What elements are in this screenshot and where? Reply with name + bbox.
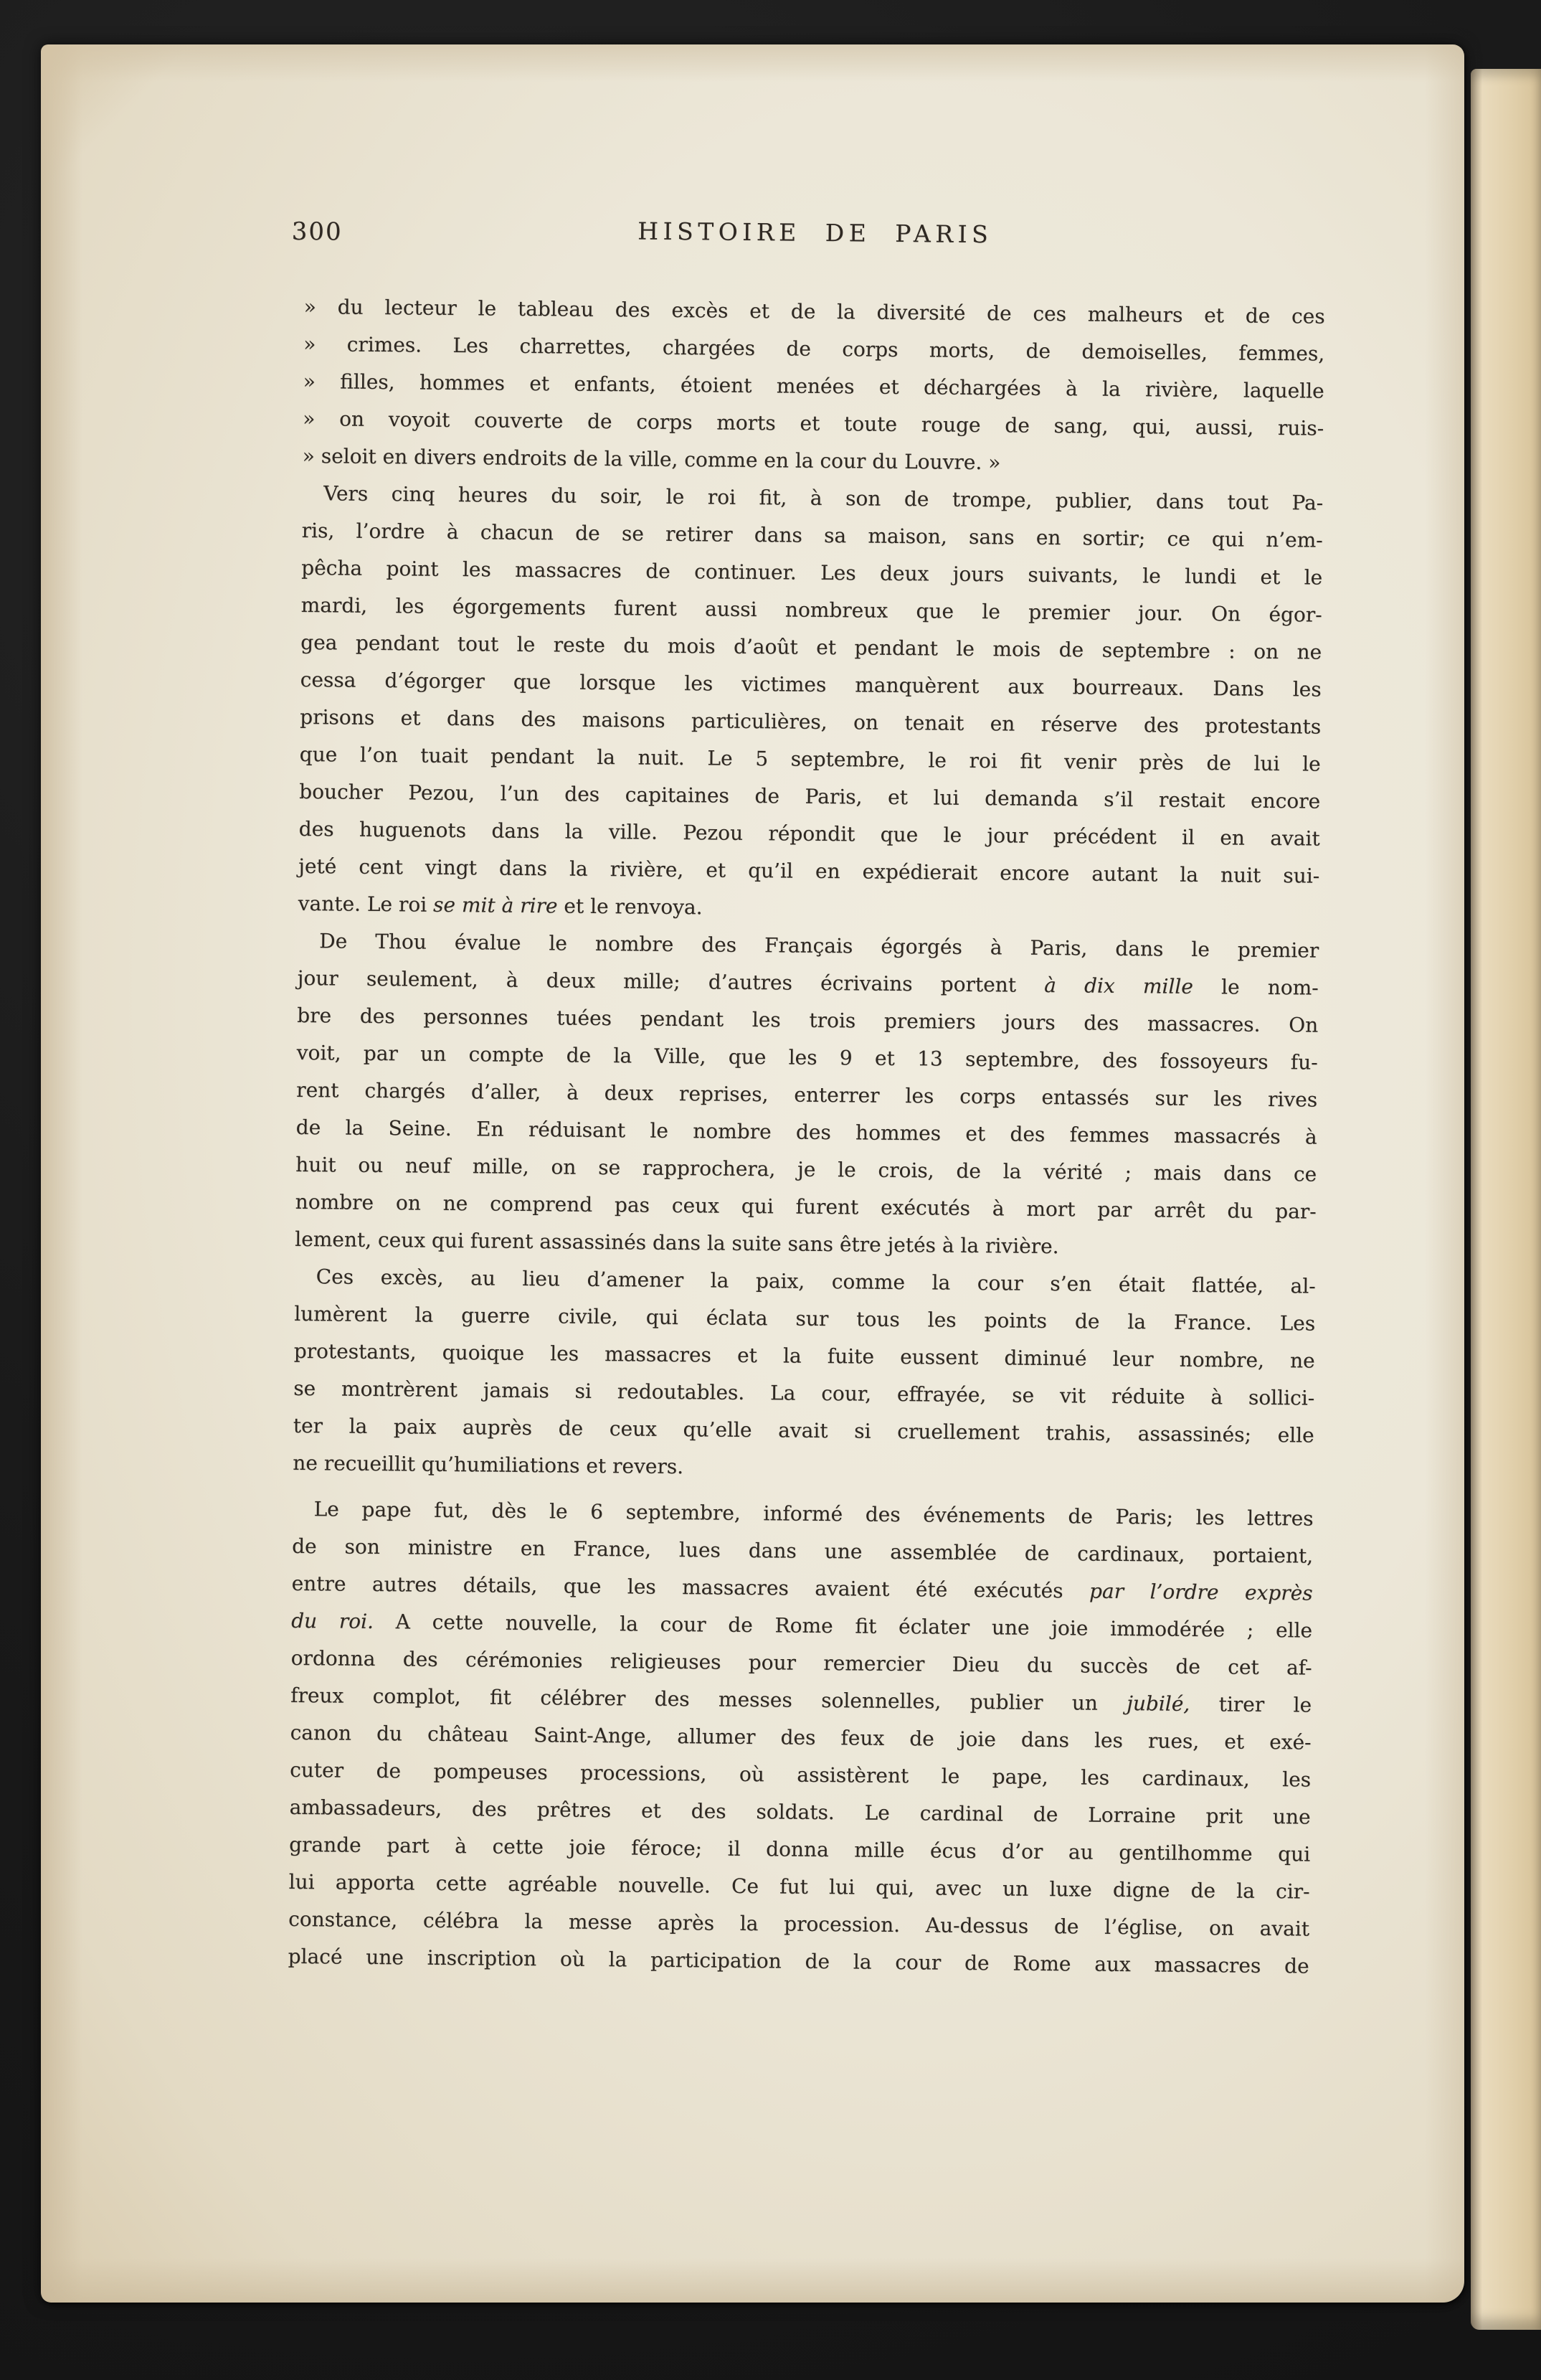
text-line: jour seulement, à deux mille; d’autres écrivains portent à dix mille le nom- [297,965,1319,1000]
text-line: du roi. A cette nouvelle, la cour de Rome fit éclater une joie immodérée ; elle [291,1608,1313,1643]
paragraph [298,475,1324,932]
running-title: HISTOIRE DE PARIS [637,217,993,249]
text-line: Le pape fut, dès le 6 septembre, informé des événements de Paris; les lettres [313,1497,1314,1531]
text-line: de son ministre en France, lues dans une assemblée de cardinaux, portaient, [292,1534,1314,1568]
text-line: lui apporta cette agréable nouvelle. Ce fut lui qui, avec un luxe digne de la cir- [288,1869,1310,1904]
text-line: ris, l’ordre à chacun de se retirer dans sa maison, sans en sortir; ce qui n’em- [301,518,1323,552]
text-line: Vers cinq heures du soir, le roi fit, à son de trompe, publier, dans tout Pa- [323,481,1324,515]
text-line: prisons et dans des maisons particulières, on tenait en réserve des protestants [300,704,1322,739]
text-line: que l’on tuait pendant la nuit. Le 5 septembre, le roi fit venir près de lui le [299,742,1321,776]
text-line: lumèrent la guerre civile, qui éclata sur tous les points de la France. Les [294,1301,1316,1336]
text-line: » du lecteur le tableau des excès et de la diversité de ces malheurs et de ces [303,294,1325,329]
text-line: freux complot, fit célébrer des messes solennelles, publier un jubilé, tirer le [290,1683,1312,1717]
text-line: vante. Le roi se mit à rire et le renvoya. [298,891,703,920]
text-line: jeté cent vingt dans la rivière, et qu’il en expédierait encore autant la nuit sui- [298,854,1320,888]
body-text [288,288,1325,1985]
text-line: lement, ceux qui furent assassinés dans la suite sans être jetés à la rivière. [295,1227,1059,1259]
text-line: rent chargés d’aller, à deux reprises, enterrer les corps entassés sur les rives [296,1077,1318,1112]
text-line: ter la paix auprès de ceux qu’elle avait si cruellement trahis, assassinés; elle [293,1413,1314,1448]
italic-phrase: du roi. [291,1608,374,1634]
text-line: gea pendant tout le reste du mois d’août et pendant le mois de septembre : on ne [300,630,1322,664]
text-line: bre des personnes tuées pendant les trois premiers jours des massacres. On [297,1003,1319,1037]
text-line: » seloit en divers endroits de la ville, comme en la cour du Louvre. » [302,443,1001,475]
book-fore-edge [1471,69,1541,2330]
text-line: placé une inscription où la participation de la cour de Rome aux massacres de [288,1944,1309,1978]
text-line: cuter de pompeuses processions, où assistèrent le pape, les cardinaux, les [290,1757,1312,1792]
page-header [291,214,1326,258]
text-line: ne recueillit qu’humiliations et revers. [293,1450,684,1479]
text-line: canon du château Saint-Ange, allumer des feux de joie dans les rues, et exé- [290,1720,1312,1755]
italic-phrase: par l’ordre exprès [1089,1579,1313,1605]
italic-phrase: jubilé, [1127,1691,1190,1716]
text-line: mardi, les égorgements furent aussi nombreux que le premier jour. On égor- [300,592,1322,627]
paragraph [288,1491,1313,1985]
text-line: huit ou neuf mille, on se rapprochera, je le crois, de la vérité ; mais dans ce [295,1152,1317,1186]
page-content [288,214,1326,1985]
text-line: protestants, quoique les massacres et la fuite eussent diminué leur nombre, ne [293,1338,1315,1373]
text-line: voit, par un compte de la Ville, que les 9 et 13 septembre, des fossoyeurs fu- [296,1040,1318,1075]
text-line: de la Seine. En réduisant le nombre des hommes et des femmes massacrés à [295,1115,1317,1149]
text-line: ambassadeurs, des prêtres et des soldats. Le cardinal de Lorraine prit une [289,1795,1311,1829]
italic-phrase: à dix mille [1044,973,1194,998]
text-line: constance, célébra la messe après la procession. Au-dessus de l’église, on avait [288,1907,1310,1941]
paragraph [303,288,1325,485]
text-line: » filles, hommes et enfants, étoient menées et déchargées à la rivière, laquelle [303,369,1324,403]
text-line: Ces excès, au lieu d’amener la paix, comme la cour s’en était flattée, al- [316,1265,1316,1298]
text-line: nombre on ne comprend pas ceux qui furent exécutés à mort par arrêt du par- [295,1189,1317,1224]
paragraph [293,1258,1316,1492]
page-number: 300 [291,217,343,247]
paragraph [295,922,1319,1268]
text-line: ordonna des cérémonies religieuses pour remercier Dieu du succès de cet af- [290,1645,1312,1680]
text-line: De Thou évalue le nombre des Français égorgés à Paris, dans le premier [319,929,1319,963]
book-page [41,44,1464,2303]
text-line: pêcha point les massacres de continuer. Les deux jours suivants, le lundi et le [301,555,1323,590]
italic-phrase: se mit à rire [432,892,558,918]
text-line: entre autres détails, que les massacres avaient été exécutés par l’ordre exprès [291,1571,1313,1605]
text-line: grande part à cette joie féroce; il donna mille écus d’or au gentilhomme qui [289,1832,1311,1866]
text-line: des huguenots dans la ville. Pezou répondit que le jour précédent il en avait [298,816,1320,851]
text-line: se montrèrent jamais si redoutables. La cour, effrayée, se vit réduite à sollici- [293,1376,1315,1410]
text-line: » crimes. Les charrettes, chargées de corps morts, de demoiselles, femmes, [303,331,1325,366]
text-line: cessa d’égorger que lorsque les victimes manquèrent aux bourreaux. Dans les [300,667,1322,702]
text-line: » on voyoit couverte de corps morts et toute rouge de sang, qui, aussi, ruis- [303,406,1324,440]
text-line: boucher Pezou, l’un des capitaines de Paris, et lui demanda s’il restait encore [299,779,1321,813]
